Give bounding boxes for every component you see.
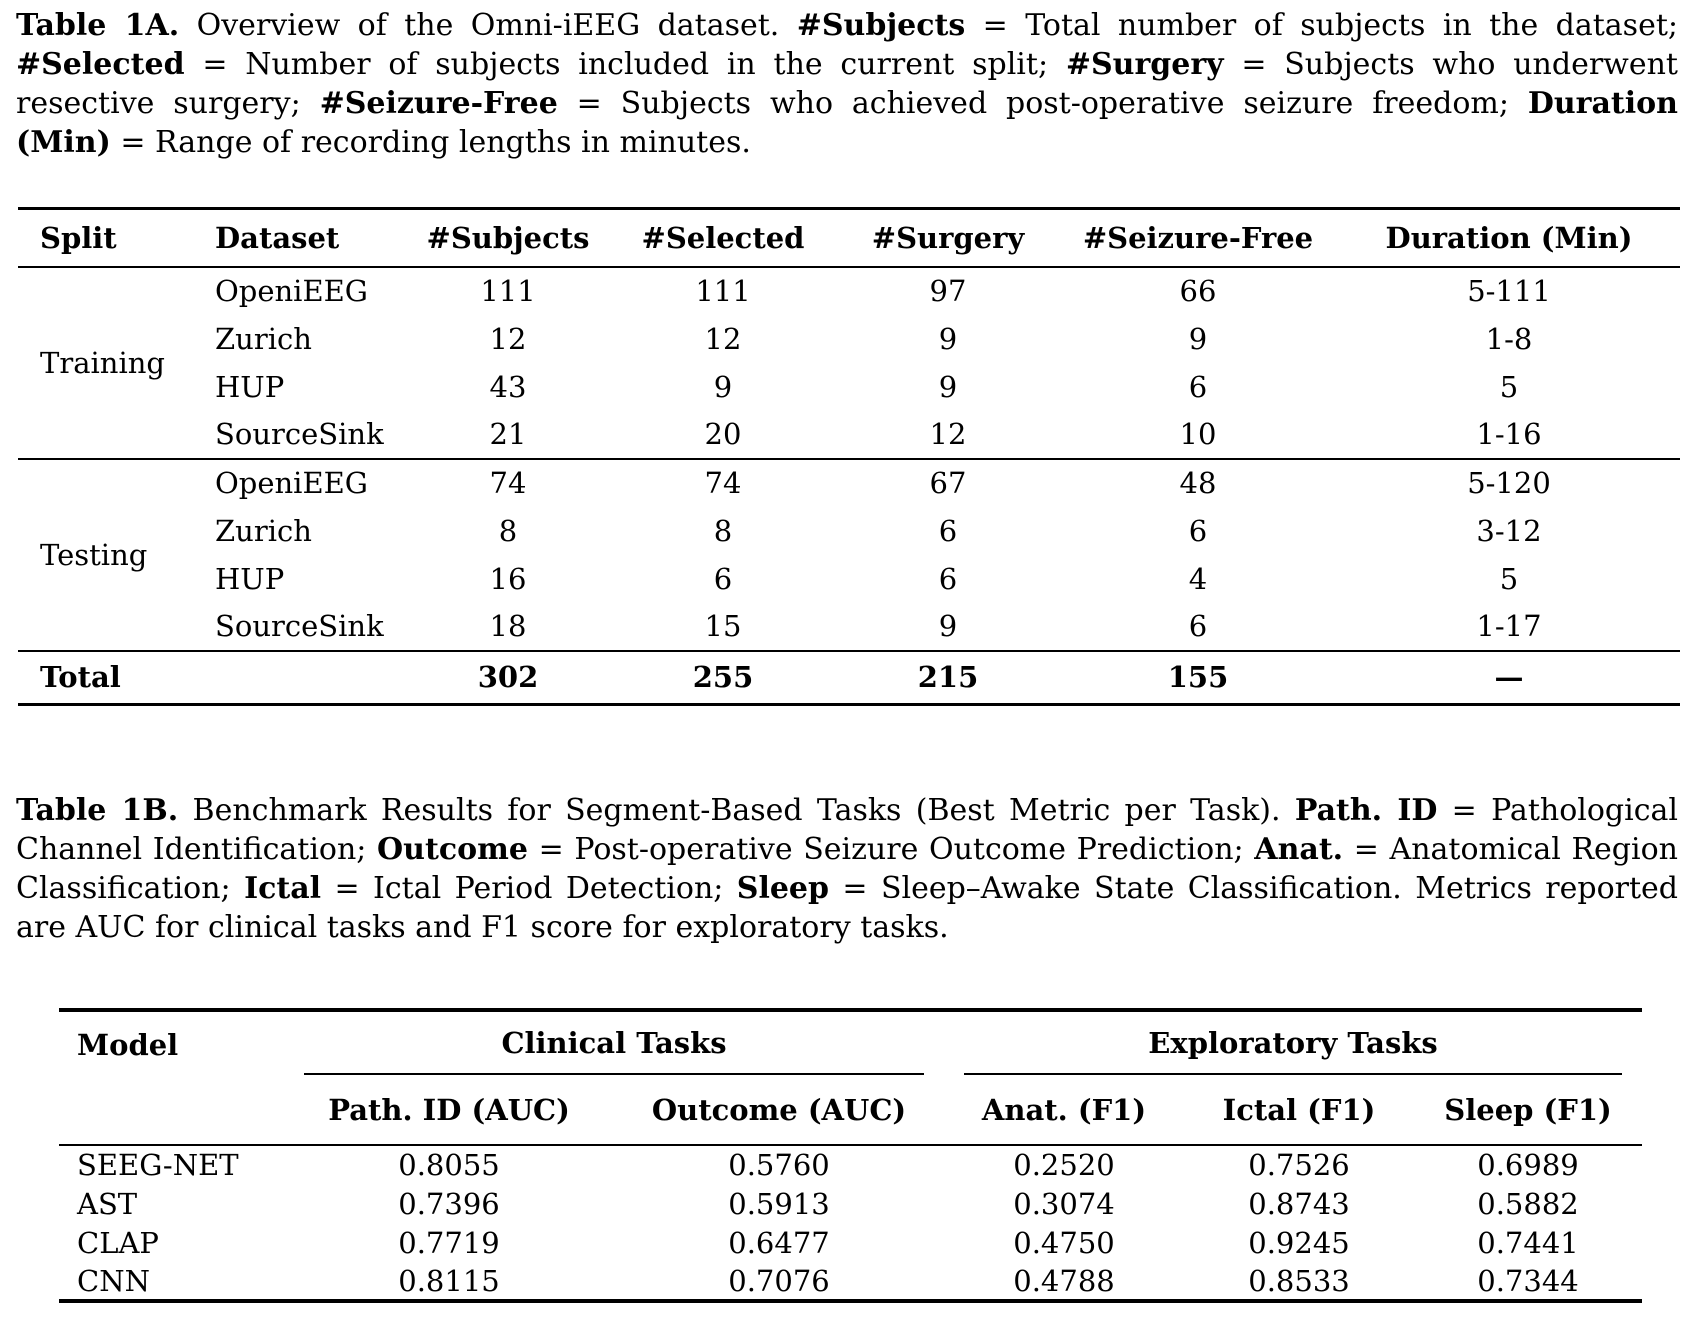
caption-text: Benchmark Results for Segment-Based Tasks (Best Metric per Task).: [178, 793, 1295, 828]
table-row: [18, 209, 1680, 267]
selected-value: 15: [704, 609, 742, 643]
surgery-value: 12: [929, 417, 967, 451]
caption-text: = Sleep–Awake State Classification. Metrics reported are AUC for clinical tasks and F1 score for exploratory tasks.: [16, 871, 1679, 945]
selected-value: 20: [704, 417, 742, 451]
table-1b: [59, 1008, 1642, 1303]
duration-value: 3-12: [1476, 513, 1542, 548]
table-1a-group-testing: [18, 459, 1680, 651]
table-row: [18, 651, 1680, 705]
table-row: [59, 1145, 1642, 1184]
col-header-duration: Duration (Min): [1385, 220, 1633, 255]
table-1a-caption: [16, 6, 1678, 162]
duration-value: 5: [1499, 561, 1519, 596]
seizure-free-value: 4: [1188, 561, 1208, 596]
caption-text: = Subjects who underwent resective surgery;: [16, 47, 1678, 121]
col-header-subjects: #Subjects: [426, 220, 590, 255]
path-id-auc-value: 0.7396: [398, 1186, 500, 1221]
caption-text: = Pathological Channel Identification;: [16, 793, 1678, 867]
path-id-auc-value: 0.8115: [398, 1263, 500, 1298]
table-1a: [18, 207, 1680, 706]
duration-value: 5-120: [1467, 466, 1551, 500]
subjects-value: 18: [489, 609, 527, 643]
sleep-f1-value: 0.7441: [1477, 1225, 1579, 1260]
caption-bold-term: #Subjects: [796, 8, 966, 43]
selected-value: 9: [713, 369, 733, 404]
seizure-free-value: 48: [1179, 466, 1217, 500]
caption-bold-term: Table 1B.: [16, 793, 179, 828]
dataset-name: SourceSink: [215, 609, 384, 643]
table-1b-body: [59, 1145, 1642, 1301]
table-1a-header: [18, 209, 1680, 267]
anat-f1-value: 0.4788: [1013, 1263, 1115, 1298]
table-row: [18, 411, 1680, 459]
caption-bold-term: Table 1A.: [16, 8, 180, 43]
col-header-seizure-free: #Seizure-Free: [1082, 220, 1314, 255]
exploratory-tasks-label: Exploratory Tasks: [964, 1012, 1622, 1075]
model-name: SEEG-NET: [77, 1148, 239, 1182]
subjects-value: 21: [489, 417, 527, 451]
caption-text: = Post-operative Seizure Outcome Prediction;: [527, 832, 1255, 867]
seizure-free-value: 66: [1179, 274, 1217, 308]
duration-value: 5-111: [1467, 274, 1551, 308]
caption-bold-term: Anat.: [1254, 832, 1344, 867]
subjects-value: 43: [489, 369, 527, 404]
table-row: [18, 363, 1680, 411]
table-row: [18, 603, 1680, 651]
sleep-f1-value: 0.6989: [1477, 1148, 1579, 1182]
exploratory-tasks-group-header: [944, 1010, 1642, 1075]
anat-f1-value: 0.4750: [1013, 1225, 1115, 1260]
total-surgery: 215: [917, 660, 979, 695]
col-header-selected: #Selected: [641, 220, 805, 255]
selected-value: 74: [704, 466, 742, 500]
selected-value: 111: [695, 274, 751, 308]
caption-bold-term: Duration (Min): [16, 86, 1678, 160]
table-row: [18, 315, 1680, 363]
caption-text: = Anatomical Region Classification;: [16, 832, 1678, 906]
dataset-name: OpeniEEG: [215, 274, 368, 308]
outcome-auc-value: 0.6477: [728, 1225, 830, 1260]
sleep-f1-value: 0.7344: [1477, 1263, 1579, 1298]
surgery-value: 97: [929, 274, 967, 308]
duration-value: 1-8: [1485, 321, 1533, 356]
table-row: [59, 1223, 1642, 1262]
dataset-name: Zurich: [215, 513, 312, 548]
outcome-auc-value: 0.5913: [728, 1186, 830, 1221]
table-row: [59, 1184, 1642, 1223]
total-subjects: 302: [477, 660, 539, 695]
col-header-dataset: Dataset: [215, 220, 340, 255]
model-name: CLAP: [77, 1225, 159, 1260]
seizure-free-value: 10: [1179, 417, 1217, 451]
caption-text: = Range of recording lengths in minutes.: [110, 125, 751, 160]
caption-bold-term: #Selected: [16, 47, 185, 82]
dataset-name: OpeniEEG: [215, 466, 368, 500]
table-row: [59, 1010, 1642, 1075]
seizure-free-value: 6: [1188, 609, 1208, 643]
model-name: CNN: [77, 1263, 150, 1298]
anat-f1-value: 0.3074: [1013, 1186, 1115, 1221]
subjects-value: 74: [489, 466, 527, 500]
col-header-anat-f1: Anat. (F1): [981, 1092, 1147, 1127]
duration-value: 1-16: [1476, 417, 1542, 451]
dataset-name: Zurich: [215, 321, 312, 356]
total-label: Total: [40, 660, 121, 695]
seizure-free-value: 9: [1188, 321, 1208, 356]
total-duration: —: [1494, 660, 1524, 695]
outcome-auc-value: 0.7076: [728, 1263, 830, 1298]
subjects-value: 111: [480, 274, 536, 308]
table-row: [59, 1262, 1642, 1301]
subjects-value: 8: [498, 513, 518, 548]
table-row: [18, 459, 1680, 507]
caption-text: = Total number of subjects in the dataset;: [965, 8, 1678, 43]
table-1b-header: [59, 1010, 1642, 1145]
model-name: AST: [77, 1186, 138, 1221]
ictal-f1-value: 0.9245: [1248, 1225, 1350, 1260]
caption-text: Overview of the Omni-iEEG dataset.: [179, 8, 797, 43]
path-id-auc-value: 0.8055: [398, 1148, 500, 1182]
selected-value: 12: [704, 321, 742, 356]
caption-text: = Number of subjects included in the current split;: [184, 47, 1066, 82]
col-header-sleep-f1: Sleep (F1): [1444, 1092, 1612, 1127]
ictal-f1-value: 0.8743: [1248, 1186, 1350, 1221]
outcome-auc-value: 0.5760: [728, 1148, 830, 1182]
table-1a-total-row: [18, 651, 1680, 705]
subjects-value: 12: [489, 321, 527, 356]
caption-bold-term: #Surgery: [1065, 47, 1224, 82]
total-seizure-free: 155: [1167, 660, 1229, 695]
table-1b-caption: [16, 791, 1678, 947]
surgery-value: 9: [938, 321, 958, 356]
selected-value: 8: [713, 513, 733, 548]
clinical-tasks-group-header: [284, 1010, 944, 1075]
col-header-model: Model: [77, 1028, 179, 1062]
path-id-auc-value: 0.7719: [398, 1225, 500, 1260]
surgery-value: 9: [938, 609, 958, 643]
col-header-surgery: #Surgery: [871, 220, 1025, 255]
caption-bold-term: #Seizure-Free: [319, 86, 558, 121]
total-selected: 255: [692, 660, 754, 695]
surgery-value: 9: [938, 369, 958, 404]
ictal-f1-value: 0.8533: [1248, 1263, 1350, 1298]
table-1a-group-training: [18, 267, 1680, 459]
table-row: [18, 267, 1680, 315]
caption-bold-term: Sleep: [736, 871, 829, 906]
col-header-split: Split: [40, 220, 117, 255]
col-header-outcome-auc: Outcome (AUC): [651, 1092, 907, 1127]
seizure-free-value: 6: [1188, 369, 1208, 404]
dataset-name: HUP: [215, 369, 285, 404]
caption-bold-term: Ictal: [244, 871, 322, 906]
clinical-tasks-label: Clinical Tasks: [304, 1012, 924, 1075]
caption-bold-term: Outcome: [377, 832, 528, 867]
sleep-f1-value: 0.5882: [1477, 1186, 1579, 1221]
split-label: Training: [40, 345, 165, 380]
surgery-value: 6: [938, 513, 958, 548]
caption-bold-term: Path. ID: [1294, 793, 1438, 828]
ictal-f1-value: 0.7526: [1248, 1148, 1350, 1182]
col-header-ictal-f1: Ictal (F1): [1222, 1092, 1376, 1127]
seizure-free-value: 6: [1188, 513, 1208, 548]
caption-text: = Ictal Period Detection;: [321, 871, 737, 906]
dataset-name: HUP: [215, 561, 285, 596]
table-row: [18, 507, 1680, 555]
table-row: [59, 1075, 1642, 1145]
surgery-value: 67: [929, 466, 967, 500]
table-row: [18, 555, 1680, 603]
caption-text: = Subjects who achieved post-operative seizure freedom;: [557, 86, 1528, 121]
split-label: Testing: [40, 537, 148, 572]
surgery-value: 6: [938, 561, 958, 596]
anat-f1-value: 0.2520: [1013, 1148, 1115, 1182]
col-header-path-id-auc: Path. ID (AUC): [328, 1092, 570, 1127]
duration-value: 5: [1499, 369, 1519, 404]
dataset-name: SourceSink: [215, 417, 384, 451]
subjects-value: 16: [489, 561, 527, 596]
selected-value: 6: [713, 561, 733, 596]
duration-value: 1-17: [1476, 609, 1542, 643]
